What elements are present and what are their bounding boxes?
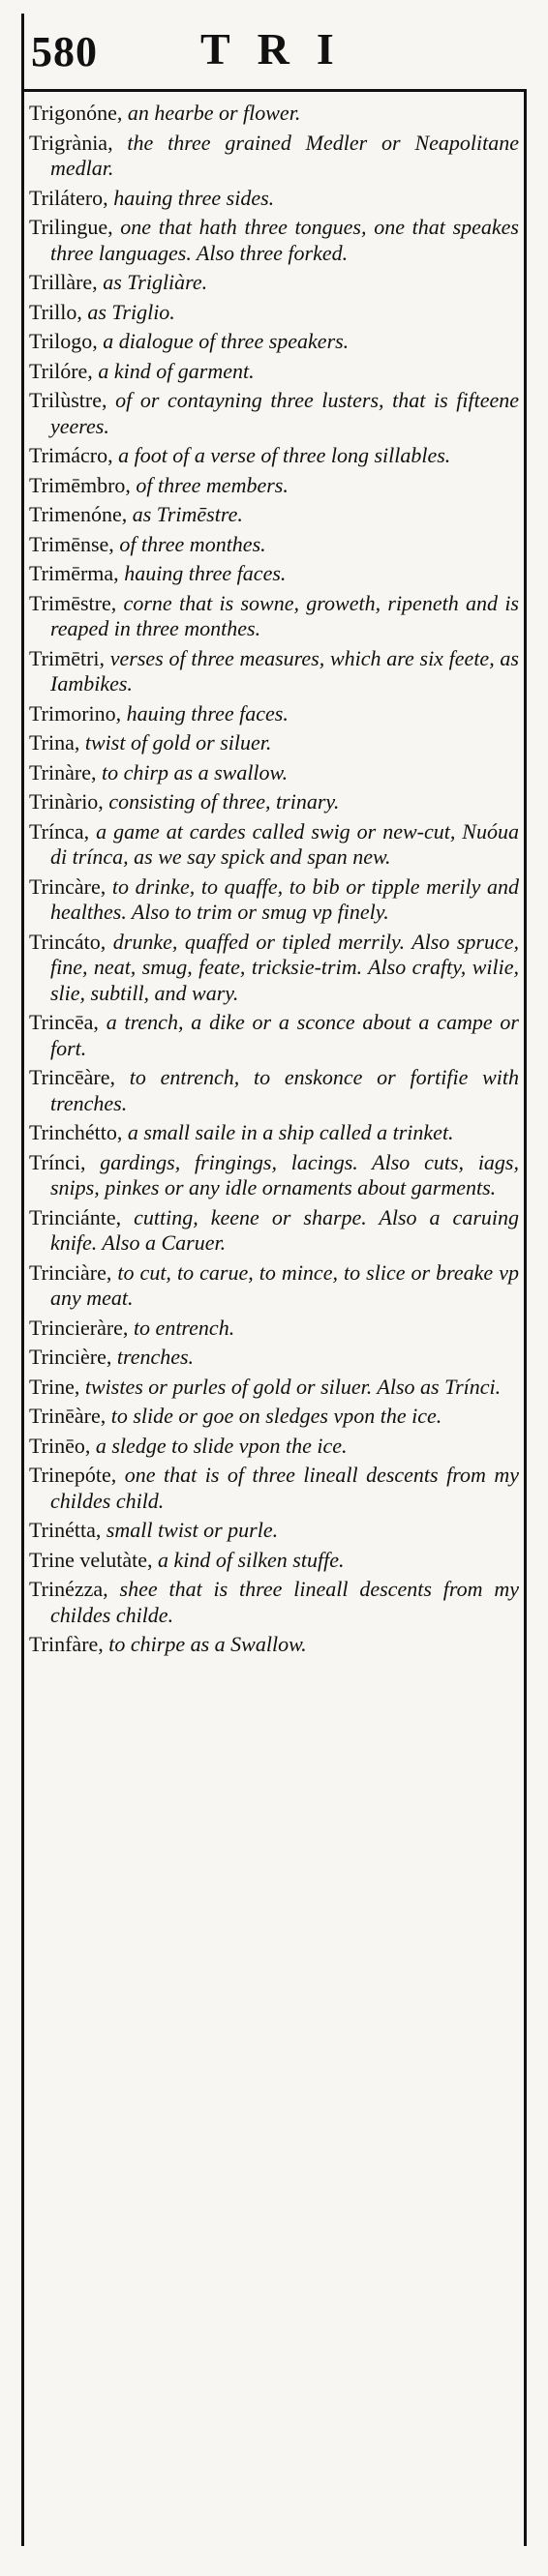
entry-gloss: to chirpe as a Swallow. xyxy=(103,1632,307,1656)
entry-gloss: trenches. xyxy=(111,1345,195,1369)
entry-gloss: a kind of silken stuffe. xyxy=(152,1547,345,1572)
header-rule xyxy=(21,89,527,92)
dictionary-entry xyxy=(29,789,519,815)
entry-headword: Trinàre, xyxy=(29,759,97,785)
entry-headword: Trimácro, xyxy=(29,443,113,467)
entry-gloss: shee that is three lineall descents from my childes childe. xyxy=(50,1577,519,1627)
entry-headword: Trigrània, xyxy=(29,130,113,155)
entry-headword: Trilùstre, xyxy=(29,388,107,412)
dictionary-entry xyxy=(29,930,519,1007)
entry-gloss: verses of three measures, which are six feete, as Iambikes. xyxy=(50,645,519,696)
dictionary-entry xyxy=(29,591,519,642)
running-head: TRI xyxy=(200,24,361,74)
dictionary-entry xyxy=(29,300,519,326)
dictionary-entry xyxy=(29,270,519,296)
dictionary-entry xyxy=(29,215,519,266)
dictionary-entry xyxy=(29,443,519,469)
entry-gloss: hauing three sides. xyxy=(107,185,275,210)
entry-gloss: drunke, quaffed or tipled merrily. Also spruce, fine, neat, smug, feate, tricksie-trim. Also crafty, wilie, slie, subtill, and wary. xyxy=(50,929,519,1005)
entry-column xyxy=(29,101,519,1662)
entry-gloss: hauing three faces. xyxy=(121,700,289,725)
entry-gloss: the three grained Medler or Neapolitane medlar. xyxy=(50,130,519,180)
entry-headword: Trincēa, xyxy=(29,1010,99,1034)
entry-headword: Trimorino, xyxy=(29,700,122,725)
entry-gloss: one that is of three lineall descents from my childes child. xyxy=(50,1463,519,1513)
entry-gloss: corne that is sowne, groweth, ripeneth and is reaped in three monthes. xyxy=(50,590,519,640)
dictionary-entry xyxy=(29,1065,519,1116)
dictionary-entry xyxy=(29,561,519,587)
dictionary-entry xyxy=(29,819,519,871)
dictionary-entry xyxy=(29,1120,519,1146)
entry-headword: Trinétta, xyxy=(29,1518,102,1542)
entry-gloss: twist of gold or siluer. xyxy=(79,730,272,755)
entry-headword: Trincàre, xyxy=(29,873,107,899)
dictionary-entry xyxy=(29,1316,519,1342)
entry-gloss: a small saile in a ship called a trinket. xyxy=(122,1120,454,1144)
entry-headword: Trimenóne, xyxy=(29,502,128,526)
entry-headword: Trínca, xyxy=(29,818,90,844)
dictionary-entry xyxy=(29,701,519,727)
entry-headword: Trilingue, xyxy=(29,215,113,239)
entry-gloss: a dialogue of three speakers. xyxy=(97,329,350,353)
entry-headword: Trilátero, xyxy=(29,185,108,210)
entry-headword: Trimēnse, xyxy=(29,531,114,556)
entry-headword: Trincáto, xyxy=(29,929,107,954)
entry-gloss: as Trimēstre. xyxy=(127,502,243,526)
dictionary-entry xyxy=(29,1518,519,1544)
entry-gloss: gardings, fringings, lacings. Also cuts, iags, snips, pinkes or any idle ornaments about garments. xyxy=(50,1149,519,1199)
entry-gloss: to chirp as a swallow. xyxy=(96,759,289,785)
entry-headword: Trinepóte, xyxy=(29,1463,117,1487)
entry-gloss: to entrench, to enskonce or fortifie with trenches. xyxy=(50,1065,519,1115)
dictionary-entry xyxy=(29,646,519,697)
entry-headword: Trinchétto, xyxy=(29,1120,123,1144)
entry-headword: Trina, xyxy=(29,730,80,755)
entry-headword: Trincière, xyxy=(29,1345,112,1369)
entry-headword: Trimēstre, xyxy=(29,590,117,615)
dictionary-entry xyxy=(29,101,519,127)
entry-gloss: to cut, to carue, to mince, to slice or breake vp any meat. xyxy=(50,1259,519,1310)
entry-headword: Trillàre, xyxy=(29,270,98,294)
dictionary-entry xyxy=(29,359,519,385)
dictionary-entry xyxy=(29,329,519,355)
entry-gloss: of three monthes. xyxy=(113,531,266,556)
entry-gloss: of three members. xyxy=(130,472,289,497)
entry-gloss: as Trigliàre. xyxy=(97,270,208,294)
dictionary-entry xyxy=(29,532,519,558)
entry-gloss: an hearbe or flower. xyxy=(122,101,301,125)
dictionary-entry xyxy=(29,1404,519,1430)
dictionary-entry xyxy=(29,186,519,212)
entry-gloss: a kind of garment. xyxy=(92,358,255,383)
dictionary-entry xyxy=(29,1260,519,1312)
entry-gloss: twistes or purles of gold or siluer. Also as Trínci. xyxy=(79,1374,502,1399)
entry-headword: Trinēo, xyxy=(29,1433,91,1458)
entry-headword: Trilóre, xyxy=(29,358,93,383)
column-rule-right xyxy=(524,89,527,2546)
dictionary-entry xyxy=(29,760,519,786)
entry-gloss: a foot of a verse of three long sillables. xyxy=(112,443,451,467)
dictionary-entry xyxy=(29,1632,519,1658)
entry-headword: Trinàrio, xyxy=(29,789,104,814)
entry-headword: Trínci, xyxy=(29,1149,86,1174)
entry-headword: Trigonóne, xyxy=(29,101,123,125)
entry-gloss: to slide or goe on sledges vpon the ice. xyxy=(106,1404,442,1428)
dictionary-entry xyxy=(29,730,519,756)
dictionary-entry xyxy=(29,1463,519,1514)
dictionary-entry xyxy=(29,1345,519,1371)
entry-headword: Trinēàre, xyxy=(29,1404,107,1428)
entry-headword: Trimētri, xyxy=(29,645,106,670)
entry-gloss: a trench, a dike or a sconce about a campe or fort. xyxy=(50,1010,519,1060)
entry-gloss: hauing three faces. xyxy=(118,561,287,585)
entry-gloss: consisting of three, trinary. xyxy=(103,789,340,814)
dictionary-entry xyxy=(29,1577,519,1628)
entry-headword: Trincēàre, xyxy=(29,1065,115,1089)
header-frame-rule xyxy=(21,14,24,91)
dictionary-entry xyxy=(29,388,519,439)
entry-gloss: a sledge to slide vpon the ice. xyxy=(90,1433,348,1458)
dictionary-entry xyxy=(29,1375,519,1401)
entry-headword: Trimēmbro, xyxy=(29,472,131,497)
entry-gloss: to entrench. xyxy=(128,1315,235,1340)
entry-headword: Trinciàre, xyxy=(29,1259,112,1285)
entry-gloss: small twist or purle. xyxy=(101,1518,279,1542)
entry-headword: Trillo, xyxy=(29,299,82,324)
entry-headword: Trimērma, xyxy=(29,561,119,585)
entry-gloss: one that hath three tongues, one that speakes three languages. Also three forked. xyxy=(50,215,519,265)
entry-gloss: a game at cardes called swig or new-cut, Nuóua di trínca, as we say spick and span new. xyxy=(50,818,519,869)
entry-headword: Trincieràre, xyxy=(29,1315,129,1340)
column-rule-left xyxy=(21,89,24,2546)
dictionary-entry xyxy=(29,1010,519,1061)
dictionary-entry xyxy=(29,473,519,499)
entry-headword: Trine, xyxy=(29,1374,80,1399)
dictionary-entry xyxy=(29,874,519,926)
entry-gloss: of or contayning three lusters, that is fifteene yeeres. xyxy=(50,388,519,438)
entry-headword: Trinciánte, xyxy=(29,1204,122,1229)
entry-gloss: as Triglio. xyxy=(81,299,175,324)
entry-headword: Trinfàre, xyxy=(29,1632,104,1656)
entry-gloss: cutting, keene or sharpe. Also a caruing knife. Also a Caruer. xyxy=(50,1204,519,1255)
dictionary-entry xyxy=(29,1150,519,1201)
dictionary-entry xyxy=(29,1434,519,1460)
entry-headword: Trilogo, xyxy=(29,329,98,353)
dictionary-entry xyxy=(29,1205,519,1257)
page-number: 580 xyxy=(31,28,98,75)
entry-headword: Trinézza, xyxy=(29,1577,108,1601)
entry-gloss: to drinke, to quaffe, to bib or tipple merily and healthes. Also to trim or smug vp finely. xyxy=(50,873,519,924)
dictionary-entry xyxy=(29,131,519,182)
page-header xyxy=(21,17,531,79)
dictionary-entry xyxy=(29,1548,519,1574)
dictionary-entry xyxy=(29,502,519,528)
entry-headword: Trine velutàte, xyxy=(29,1547,153,1572)
